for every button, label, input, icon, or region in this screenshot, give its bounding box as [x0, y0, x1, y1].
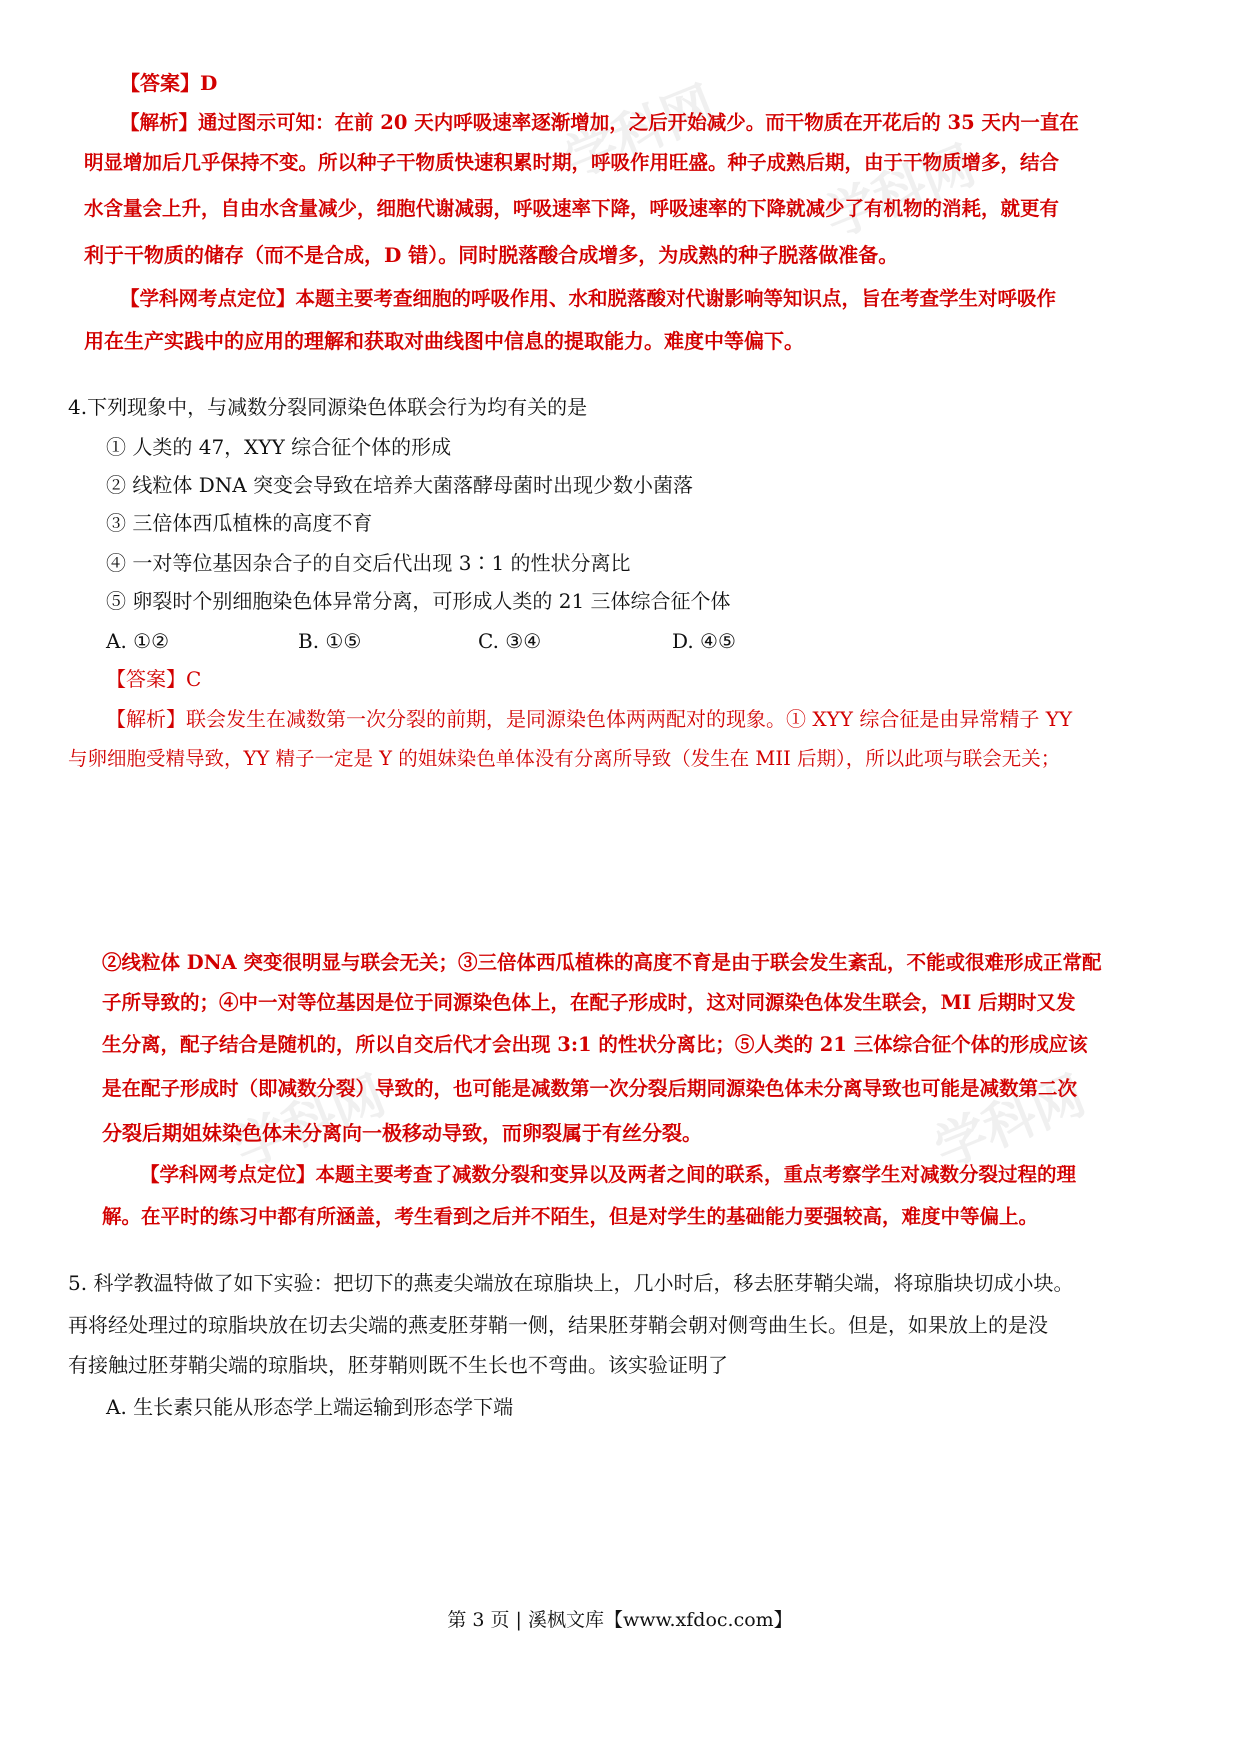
watermark: 学科网 — [816, 135, 984, 250]
q4-analysis-line: ②线粒体 DNA 突变很明显与联会无关；③三倍体西瓜植株的高度不育是由于联会发生紊乱，不能或很难形成正常配 — [102, 951, 1102, 974]
q3-analysis-line: 明显增加后几乎保持不变。所以种子干物质快速积累时期，呼吸作用旺盛。种子成熟后期，由于干物质增多，结合 — [84, 151, 1060, 174]
q4-analysis-line: 子所导致的；④中一对等位基因是位于同源染色体上，在配子形成时，这对同源染色体发生联会，MI 后期时又发 — [102, 991, 1076, 1014]
q4-option-b: B. ①⑤ — [298, 629, 362, 653]
watermark: 学科网 — [226, 1065, 394, 1180]
q4-analysis-line: 生分离，配子结合是随机的，所以自交后代才会出现 3:1 的性状分离比；⑤人类的 21 三体综合征个体的形成应该 — [102, 1033, 1088, 1056]
q4-analysis-line: 与卵细胞受精导致，YY 精子一定是 Y 的姐妹染色单体没有分离所导致（发生在 MII 后期），所以此项与联会无关； — [68, 747, 1061, 770]
q4-item: ① 人类的 47，XYY 综合征个体的形成 — [106, 435, 452, 459]
q5-stem-line: 有接触过胚芽鞘尖端的琼脂块，胚芽鞘则既不生长也不弯曲。该实验证明了 — [68, 1353, 728, 1377]
q3-analysis-line: 【解析】通过图示可知：在前 20 天内呼吸速率逐渐增加，之后开始减少。而干物质在开花后的 35 天内一直在 — [120, 111, 1079, 134]
q4-knowledge-point: 解。在平时的练习中都有所涵盖，考生看到之后并不陌生，但是对学生的基础能力要强较高，难度中等偏上。 — [102, 1205, 1039, 1228]
q4-option-c: C. ③④ — [478, 629, 542, 653]
q4-option-d: D. ④⑤ — [672, 629, 736, 653]
q4-analysis-line: 是在配子形成时（即减数分裂）导致的，也可能是减数第一次分裂后期同源染色体未分离导致也可能是减数第二次 — [102, 1077, 1078, 1100]
q4-item: ③ 三倍体西瓜植株的高度不育 — [106, 511, 373, 535]
q5-stem-line: 再将经处理过的琼脂块放在切去尖端的燕麦胚芽鞘一侧，结果胚芽鞘会朝对侧弯曲生长。但是，如果放上的是没 — [68, 1313, 1048, 1337]
q3-knowledge-point: 用在生产实践中的应用的理解和获取对曲线图中信息的提取能力。难度中等偏下。 — [84, 329, 804, 353]
q4-analysis-line: 分裂后期姐妹染色体未分离向一极移动导致，而卵裂属于有丝分裂。 — [102, 1121, 702, 1145]
q4-analysis-line: 【解析】联会发生在减数第一次分裂的前期，是同源染色体两两配对的现象。① XYY 综合征是由异常精子 YY — [106, 707, 1073, 731]
q4-item: ⑤ 卵裂时个别细胞染色体异常分离，可形成人类的 21 三体综合征个体 — [106, 589, 731, 613]
q4-answer: 【答案】C — [106, 667, 202, 691]
q4-option-a: A. ①② — [106, 629, 170, 653]
q5-option-a: A. 生长素只能从形态学上端运输到形态学下端 — [106, 1395, 514, 1419]
q3-analysis-line: 利于干物质的储存（而不是合成，D 错）。同时脱落酸合成增多，为成熟的种子脱落做准备。 — [84, 243, 899, 267]
watermark: 学科网 — [926, 1065, 1094, 1180]
q3-knowledge-point: 【学科网考点定位】本题主要考查细胞的呼吸作用、水和脱落酸对代谢影响等知识点，旨在考查学生对呼吸作 — [120, 287, 1057, 310]
q4-item: ② 线粒体 DNA 突变会导致在培养大菌落酵母菌时出现少数小菌落 — [106, 473, 694, 497]
q5-stem-line: 5. 科学教温特做了如下实验：把切下的燕麦尖端放在琼脂块上，几小时后，移去胚芽鞘尖端，将琼脂块切成小块。 — [68, 1271, 1074, 1295]
q4-item: ④ 一对等位基因杂合子的自交后代出现 3∶1 的性状分离比 — [106, 551, 631, 575]
q3-analysis-line: 水含量会上升，自由水含量减少，细胞代谢减弱，呼吸速率下降，呼吸速率的下降就减少了有机物的消耗，就更有 — [84, 197, 1060, 220]
watermark: 学科网 — [556, 75, 724, 190]
q4-stem: 4.下列现象中，与减数分裂同源染色体联会行为均有关的是 — [68, 395, 588, 419]
page-footer: 第 3 页 | 溪枫文库【www.xfdoc.com】 — [447, 1609, 793, 1631]
q4-knowledge-point: 【学科网考点定位】本题主要考查了减数分裂和变异以及两者之间的联系，重点考察学生对减数分裂过程的理 — [140, 1163, 1077, 1186]
q3-answer: 【答案】D — [120, 71, 218, 95]
